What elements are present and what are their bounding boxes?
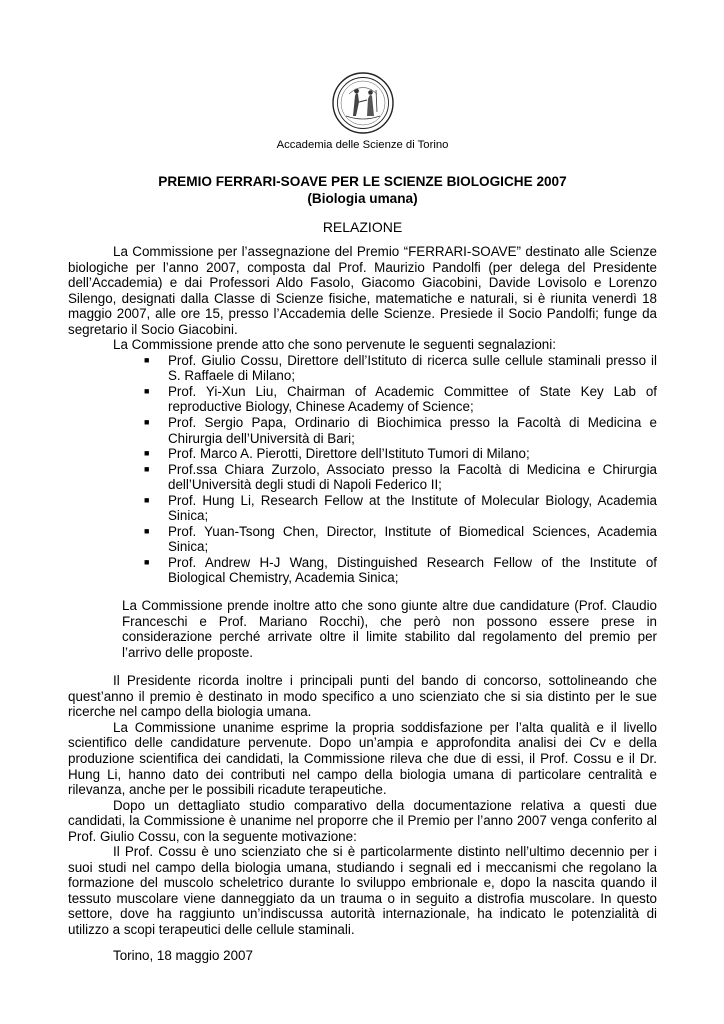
bullet-icon: ■ [144, 385, 150, 396]
list-item: ■ Prof.ssa Chiara Zurzolo, Associato presso la Facoltà di Medicina e Chirurgia dell’Università degli studi di Napoli Federico II; [144, 461, 657, 493]
list-item: ■ Prof. Marco A. Pierotti, Direttore dell’Istituto Tumori di Milano; [144, 446, 530, 462]
paragraph-late-candidatures: La Commissione prende inoltre atto che sono giunte altre due candidature (Prof. Claudio Franceschi e Prof. Mariano Rocchi), che però non possono essere prese in considerazione perché arrivate oltre il limite stabilito dal regolamento del premio per l’arrivo delle proposte. [122, 598, 657, 660]
list-item: ■ Prof. Andrew H-J Wang, Distinguished Research Fellow of the Institute of Biological Chemistry, Academia Sinica; [144, 554, 657, 586]
list-item: ■ Prof. Sergio Papa, Ordinario di Biochimica presso la Facoltà di Medicina e Chirurgia dell’Università di Bari; [144, 415, 657, 446]
date-line: Torino, 18 maggio 2007 [113, 947, 253, 963]
list-item: ■ Prof. Giulio Cossu, Direttore dell’Istituto di ricerca sulle cellule staminali presso il S. Raffaele di Milano; [144, 352, 657, 384]
paragraph-proposal: Dopo un dettagliato studio comparativo della documentazione relativa a questi due candidati, la Commissione è unanime nel proporre che il Premio per l’anno 2007 venga conferito al Prof. Giulio Cossu, con la seguente motivazione: [68, 797, 657, 844]
bullet-icon: ■ [144, 354, 150, 365]
bullet-icon: ■ [144, 448, 150, 459]
bullet-icon: ■ [144, 463, 150, 474]
bullet-icon: ■ [144, 525, 150, 536]
organization-name: Accademia delle Scienze di Torino [276, 139, 449, 151]
paragraph-nominations-intro: La Commissione prende atto che sono pervenute le seguenti segnalazioni: [113, 337, 556, 353]
bullet-icon: ■ [144, 556, 150, 567]
list-item: ■ Prof. Yuan-Tsong Chen, Director, Institute of Biomedical Sciences, Academia Sinica; [144, 523, 657, 555]
academy-seal-logo [332, 72, 394, 134]
section-heading: RELAZIONE [322, 219, 403, 235]
bullet-icon: ■ [144, 417, 150, 428]
paragraph-evaluation: La Commissione unanime esprime la propria soddisfazione per l’alta qualità e il livello scientifico delle candidature pervenute. Dopo un’ampia e approfondita analisi dei Cv e della produzione scientifica dei candidati, la Commissione rileva che due di essi, il Prof. Cossu e il Dr. Hung Li, hanno dato dei contributi nel campo della biologia umana di particolare centralità e rilevanza, anche per le possibili ricadute terapeutiche. [68, 719, 657, 798]
document-page [68, 72, 657, 963]
list-item: ■ Prof. Yi-Xun Liu, Chairman of Academic Committee of State Key Lab of reproductive Biology, Chinese Academy of Science; [144, 383, 657, 415]
document-title: PREMIO FERRARI-SOAVE PER LE SCIENZE BIOLOGICHE 2007 [158, 174, 567, 189]
list-item: ■ Prof. Hung Li, Research Fellow at the Institute of Molecular Biology, Academia Sinica; [144, 492, 657, 524]
paragraph-motivation: Il Prof. Cossu è uno scienziato che si è particolarmente distinto nell’ultimo decennio per i suoi studi nel campo della biologia umana, studiando i segnali ed i meccanismi che regolano la formazione del muscolo scheletrico durante lo sviluppo embrionale e, dopo la nascita quando il tessuto muscolare viene danneggiato da un trauma o in seguito a distrofia muscolare. In questo settore, dove ha raggiunto un’indiscussa autorità internazionale, ha indicato le potenzialità di utilizzo a scopi terapeutici delle cellule staminali. [68, 844, 657, 937]
bullet-icon: ■ [144, 494, 150, 505]
paragraph-president: Il Presidente ricorda inoltre i principali punti del bando di concorso, sottolineando che quest’anno il premio è destinato in modo specifico a uno scienziato che si sia distinto per le sue ricerche nel campo della biologia umana. [68, 673, 657, 720]
paragraph-commission: La Commissione per l’assegnazione del Premio “FERRARI-SOAVE” destinato alle Scienze biologiche per l’anno 2007, composta dal Prof. Maurizio Pandolfi (per delega del Presidente dell’Accademia) e dai Professori Aldo Fasolo, Giacomo Giacobini, Davide Lovisolo e Lorenzo Silengo, designati dalla Classe di Scienze fisiche, matematiche e naturali, si è riunita venerdì 18 maggio 2007, alle ore 15, presso l’Accademia delle Scienze. Presiede il Socio Pandolfi; funge da segretario il Socio Giacobini. [68, 244, 657, 337]
document-subtitle: (Biologia umana) [307, 191, 418, 206]
candidates-list [68, 353, 657, 586]
